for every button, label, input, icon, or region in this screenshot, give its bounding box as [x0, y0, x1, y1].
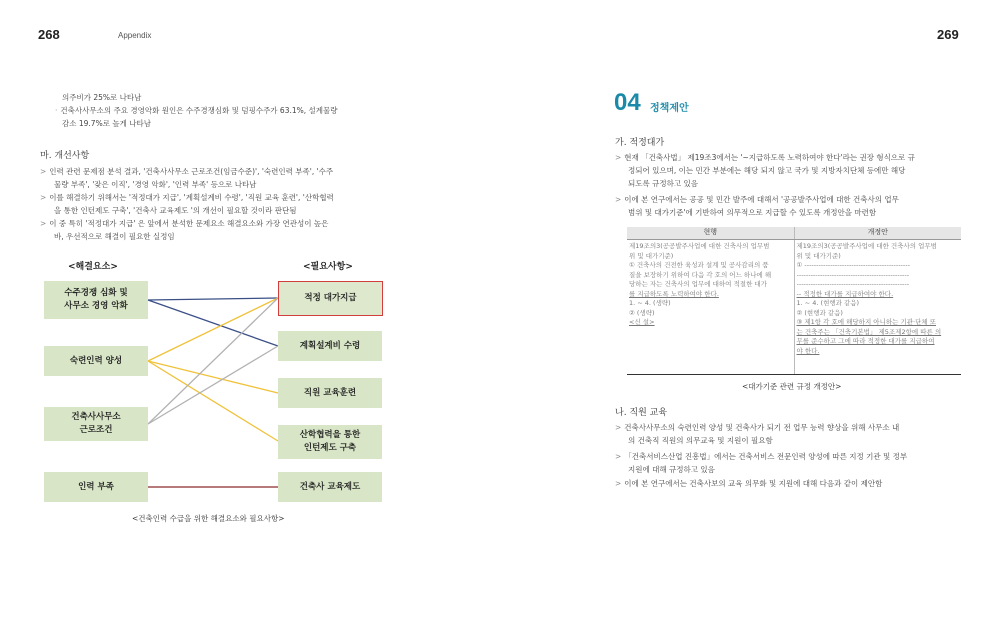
connector-line — [148, 346, 278, 424]
table-line: ② (현행과 같음) — [796, 308, 843, 317]
col-header-current: 현행 — [627, 227, 794, 240]
table-line: ③ 제1항 각 호에 해당하지 아니하는 기관·단체 또 — [796, 318, 937, 326]
solution-box — [44, 281, 148, 319]
requirement-box — [278, 472, 382, 502]
table-line: 는 건축주는 「건축기본법」 제5조제2항에 따른 의 — [796, 327, 942, 336]
diagram-caption: <건축인력 수급을 위한 해결요소와 필요사항> — [132, 514, 285, 523]
requirement-box-label: 산학협력을 통한 인턴제도 구축 — [299, 430, 361, 453]
connector-line — [148, 361, 278, 441]
connector-line — [148, 361, 278, 393]
diagram-left-title: <해결요소> — [68, 262, 118, 272]
requirement-box — [278, 425, 382, 459]
chevron-bullet-icon: > — [40, 167, 47, 176]
bullet-line: 이에 본 연구에서는 공공 및 민간 발주에 대해서 '공공발주사업에 대한 건축사의 업무 — [624, 195, 899, 204]
chevron-bullet-icon: > — [615, 195, 622, 204]
col-header-revised: 개정안 — [794, 227, 961, 240]
solution-box-label: 숙련인력 양성 — [69, 355, 123, 366]
intro-line: 의주비가 25%로 나타남 — [62, 93, 142, 102]
table-line: <신 설> — [629, 318, 655, 326]
ga-bullet — [615, 193, 899, 206]
table-line: 1. ~ 4. (현행과 같음) — [796, 299, 860, 307]
chevron-bullet-icon: > — [615, 452, 622, 461]
table-line: 제19조의3(공공발주사업에 대한 건축사의 업무범 — [629, 242, 770, 250]
solution-box — [44, 407, 148, 441]
bullet-line: 지원에 대해 규정하고 있음 — [628, 465, 715, 474]
ga-bullet — [615, 151, 915, 164]
na-bullet — [615, 477, 882, 490]
chevron-bullet-icon: > — [615, 153, 622, 162]
requirement-box-label: 직원 교육훈련 — [303, 387, 357, 398]
table-line: 무를 준수하고 그에 따라 적정한 대가를 지급하여 — [796, 337, 935, 345]
na-bullet — [615, 421, 899, 434]
bullet-line: 범위 및 대가기준'에 기반하여 의무적으로 지급할 수 있도록 개정안을 마련함 — [628, 208, 877, 217]
solution-box — [44, 346, 148, 376]
diagram-right-title: <필요사항> — [303, 262, 353, 272]
improve-heading: 마. 개선사항 — [40, 151, 90, 161]
connector-line — [148, 298, 278, 424]
bullet-line: 정되어 있으며, 이는 민간 부분에는 해당 되지 않고 국가 및 지방자치단체 등에만 해당 — [628, 166, 906, 175]
left-page-number: 268 — [38, 27, 60, 42]
revised-cell — [794, 240, 961, 375]
bullet-line: 인력 관련 문제점 분석 결과, '건축사사무소 근로조건(임금수준)', '숙련인력 부족', '수주 — [49, 167, 334, 176]
intro-line: 건축사사무소의 주요 경영악화 원인은 수주경쟁심화 및 덤핑수주가 63.1%, 설계물량 — [60, 106, 338, 115]
solution-box-label: 건축사사무소 근로조건 — [71, 412, 121, 435]
table-line: 를 지급하도록 노력하여야 한다. — [629, 289, 719, 298]
table-line: 1. ~ 4. (생략) — [629, 299, 671, 307]
current-cell — [627, 240, 794, 375]
table-line: ------------------------------------------------ — [796, 270, 910, 279]
requirement-box-highlighted — [279, 282, 382, 315]
table-line: 제19조의3(공공발주사업에 대한 건축사의 업무범 — [796, 242, 937, 250]
table-line: 위 및 대가기준) — [796, 251, 841, 260]
bullet-line: 이를 해결하기 위해서는 '적정대가 지급', '계획설계비 수령', '직원 교육 훈련', '산학협력 — [49, 193, 334, 202]
solution-box-label: 인력 부족 — [78, 481, 114, 492]
bullet-line: 이에 본 연구에서는 건축사보의 교육 의무화 및 지원에 대해 다음과 같이 제안함 — [624, 479, 883, 488]
table-line: 질을 보장하기 위하여 다음 각 호의 어느 하나에 해 — [629, 270, 772, 279]
requirement-box — [278, 331, 382, 361]
chevron-bullet-icon: > — [615, 423, 622, 432]
table-line: 당하는 자는 건축사의 업무에 대하여 적절한 대가 — [629, 280, 767, 288]
bullet-line: 「건축서비스산업 진흥법」에서는 건축서비스 전문인력 양성에 따른 지정 기관 및 정부 — [624, 452, 908, 461]
bullet-line: 바, 우선적으로 해결이 필요한 실정임 — [54, 232, 175, 241]
table-line: ① 건축사의 건전한 육성과 설계 및 공사감리의 품 — [629, 261, 769, 269]
right-page-number: 269 — [937, 27, 959, 42]
bullet-line: 건축사사무소의 숙련인력 양성 및 건축사가 되기 전 업무 능력 향상을 위해 사무소 내 — [624, 423, 900, 432]
chevron-bullet-icon: > — [40, 193, 47, 202]
requirement-box-label: 계획설계비 수령 — [299, 340, 361, 351]
solution-box — [44, 472, 148, 502]
solution-box-label: 수주경쟁 심화 및 사무소 경영 악화 — [64, 288, 128, 311]
subsection-heading: 나. 직원 교육 — [615, 408, 668, 418]
requirement-box-label: 건축사 교육제도 — [299, 481, 361, 492]
connector-line — [148, 298, 278, 300]
table-line: ② (생략) — [629, 308, 655, 317]
section-title: 정책제안 — [650, 103, 689, 114]
table-line: ① --------------------------------------------- — [796, 261, 910, 269]
table-line: -- 적정한 대가를 지급하여야 한다. — [796, 289, 894, 298]
comparison-table — [627, 227, 961, 375]
subsection-heading: 가. 적정대가 — [615, 138, 665, 148]
table-line: ------------------------------------------------ — [796, 280, 910, 288]
section-label: Appendix — [118, 31, 152, 40]
bullet-line: 의 건축직 직원의 의무교육 및 지원이 필요함 — [628, 436, 773, 445]
table-line: 위 및 대가기준) — [629, 251, 674, 260]
bullet-line: 현재 「건축사법」 제19조3에서는 '~지급하도록 노력하여야 한다'라는 권장 형식으로 규 — [624, 153, 915, 162]
chevron-bullet-icon: > — [40, 219, 47, 228]
na-bullet — [615, 450, 907, 463]
bullet-line: 되도록 규정하고 있음 — [628, 179, 698, 188]
bullet-line: 을 통한 인턴제도 구축', '건축사 교육제도 '의 개선이 필요할 것이라 판단됨 — [54, 206, 297, 215]
chevron-bullet-icon: > — [615, 479, 622, 488]
table-caption: <대가기준 관련 규정 개정안> — [742, 382, 842, 391]
table-line: 야 한다. — [796, 346, 820, 355]
section-number: 04 — [614, 89, 641, 116]
requirement-box — [278, 378, 382, 408]
bullet-line: 이 중 특히 '적정대가 지급' 은 앞에서 분석한 문제요소 해결요소와 가장 연관성이 높은 — [49, 219, 329, 228]
requirement-box-label: 적정 대가지급 — [304, 293, 357, 303]
intro-line: 감소 19.7%로 높게 나타남 — [62, 119, 151, 128]
dot-bullet-icon: · — [55, 106, 58, 115]
bullet-line: 물량 부족', '잦은 이직', '경영 악화', '인력 부족' 등으로 나타남 — [54, 180, 257, 189]
